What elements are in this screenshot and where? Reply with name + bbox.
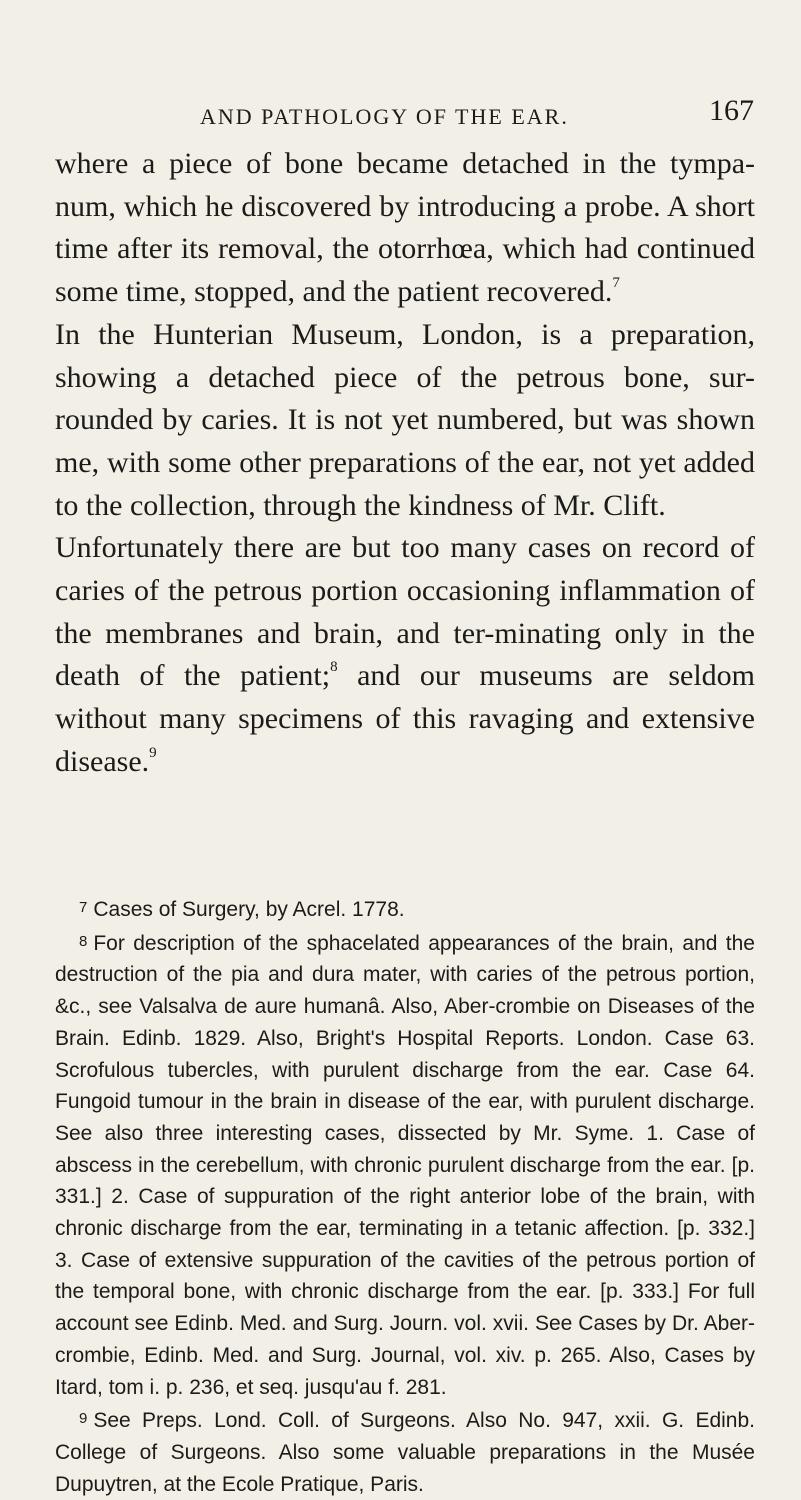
footnote-text: Cases of Surgery, by Acrel. 1778. [93, 898, 405, 921]
paragraph-3-text-a: Unfortunately there are but too many cases on record of caries of the petrous portion occasioning inflammation of the membranes and brain, and ter-minating only in the death of the patient; [55, 531, 755, 693]
paragraph-1 [55, 143, 755, 314]
paragraph-2 [55, 314, 755, 528]
footnote-marker: 9 [79, 1410, 88, 1428]
footnote-text: See Preps. Lond. Coll. of Surgeons. Also No. 947, xxii. G. Edinb. College of Surgeons. Also some valuable preparations in the Musée Dupuytren, at the Ecole Pratique, Paris. [55, 1409, 755, 1496]
footnote-marker: 8 [79, 932, 88, 950]
paragraph-1-text: where a piece of bone became detached in the tympa-num, which he discovered by introducing a probe. A short time after its removal, the otorrhœa, which had continued some time, stopped, and the patient recovered. [55, 147, 755, 309]
footnote-ref-7: 7 [612, 275, 620, 292]
footnote-7 [55, 892, 755, 926]
page-number: 167 [709, 94, 754, 127]
footnote-text: For description of the sphacelated appearances of the brain, and the destruction of the pia and dura mater, with caries of the petrous portion, &c., see Valsalva de aure humanâ. Also, Aber-crombie on Diseases of the Brain. Edinb. 1829. Also, Bright's Hospital Reports. London. Case 63. Scrofulous tubercles, with purulent discharge from the ear. Case 64. Fungoid tumour in the brain in disease of the ear, with purulent discharge. See also three interesting cases, dissected by Mr. Syme. 1. Case of abscess in the cerebellum, with chronic purulent discharge from the ear. [p. 331.] 2. Case of suppuration of the right anterior lobe of the brain, with chronic discharge from the ear, terminating in a tetanic affection. [p. 332.] 3. Case of extensive suppuration of the cavities of the petrous portion of the temporal bone, with chronic discharge from the ear. [p. 333.] For full account see Edinb. Med. and Surg. Journ. vol. xvii. See Cases by Dr. Aber-crombie, Edinb. Med. and Surg. Journal, vol. xiv. p. 265. Also, Cases by Itard, tom i. p. 236, et seq. jusqu'au f. 281. [55, 931, 755, 1399]
paragraph-3-text-b: and our museums are seldom without many specimens of this ravaging and extensive disease. [55, 659, 755, 778]
footnote-9 [55, 1403, 755, 1500]
footnotes [55, 892, 755, 1500]
paragraph-2-text: In the Hunterian Museum, London, is a preparation, showing a detached piece of the petrous bone, sur-rounded by caries. It is not yet numbered, but was shown me, with some other preparations of the ear, not yet added to the collection, through the kindness of Mr. Clift. [55, 317, 755, 522]
footnote-8 [55, 926, 755, 1404]
footnote-ref-8: 8 [330, 659, 338, 676]
paragraph-3 [55, 527, 755, 783]
footnote-ref-9: 9 [149, 744, 157, 761]
running-head: AND PATHOLOGY OF THE EAR. [200, 104, 569, 129]
footnote-marker: 7 [79, 899, 88, 916]
body-text [55, 143, 755, 784]
